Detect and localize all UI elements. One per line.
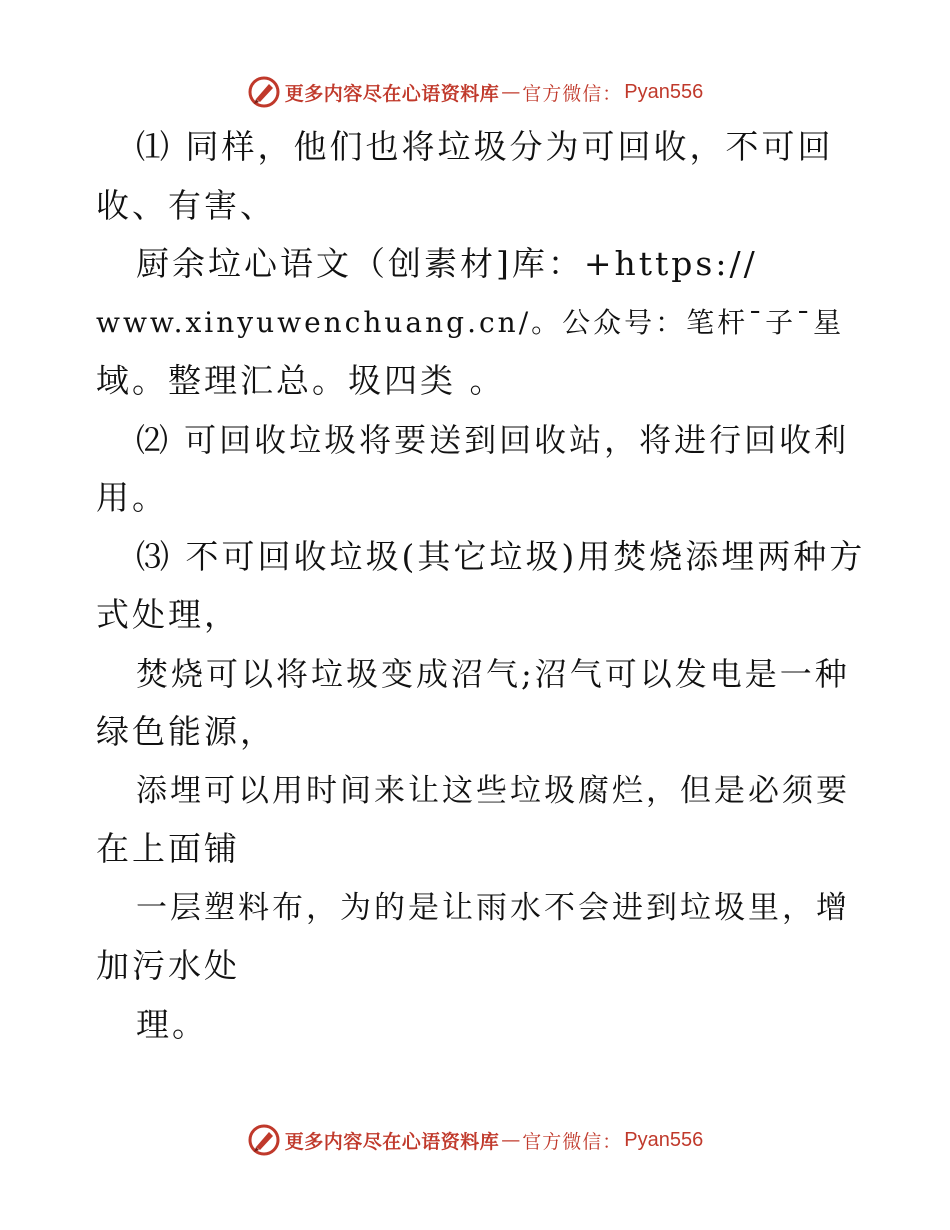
paragraph-line: 式处理， (96, 595, 240, 634)
paragraph-line: 理。 (136, 1004, 208, 1044)
paragraph-line: 一层塑料布，为的是让雨水不会进到垃圾里，增 (136, 889, 850, 926)
pen-nib-logo-icon (247, 1123, 281, 1157)
paragraph-line: 绿色能源， (96, 712, 276, 751)
header-brand-text: 更多内容尽在心语资料库 (284, 82, 500, 105)
paragraph-line: 厨余垃心语文（创素材]库：+https:// (136, 244, 758, 283)
paragraph-line: 域。整理汇总。圾四类 。 (96, 361, 506, 400)
paragraph-line: 用。 (96, 478, 168, 517)
paragraph-line: www.xinyuwenchuang.cn/。公众号：笔杆¯子¯星 (96, 305, 845, 339)
header-dash: — (501, 81, 521, 103)
pen-nib-logo-icon (247, 75, 281, 109)
header-banner (0, 72, 950, 112)
footer-official-label: 官方微信： (522, 1130, 623, 1153)
paragraph-line: 在上面铺 (96, 829, 240, 868)
paragraph-line: ⑶ 不可回收垃圾(其它垃圾)用焚烧添埋两种方 (136, 536, 866, 576)
paragraph-line: 焚烧可以将垃圾变成沼气;沼气可以发电是一种 (136, 654, 850, 693)
footer-wechat-id: Pyan556 (624, 1128, 704, 1151)
footer-dash: — (501, 1129, 521, 1151)
paragraph-line: ⑴ 同样，他们也将垃圾分为可回收，不可回 (136, 127, 834, 166)
paragraph-line: 加污水处 (96, 946, 240, 985)
paragraph-line: ⑵ 可回收垃圾将要送到回收站，将进行回收利 (136, 420, 850, 459)
footer-banner (0, 1120, 950, 1160)
paragraph-line: 收、有害、 (96, 185, 276, 225)
header-official-label: 官方微信： (522, 82, 623, 105)
paragraph-line: 添埋可以用时间来让这些垃圾腐烂，但是必须要 (136, 772, 850, 809)
header-wechat-id: Pyan556 (624, 80, 704, 103)
footer-brand-text: 更多内容尽在心语资料库 (284, 1130, 500, 1153)
document-body (96, 118, 866, 1054)
